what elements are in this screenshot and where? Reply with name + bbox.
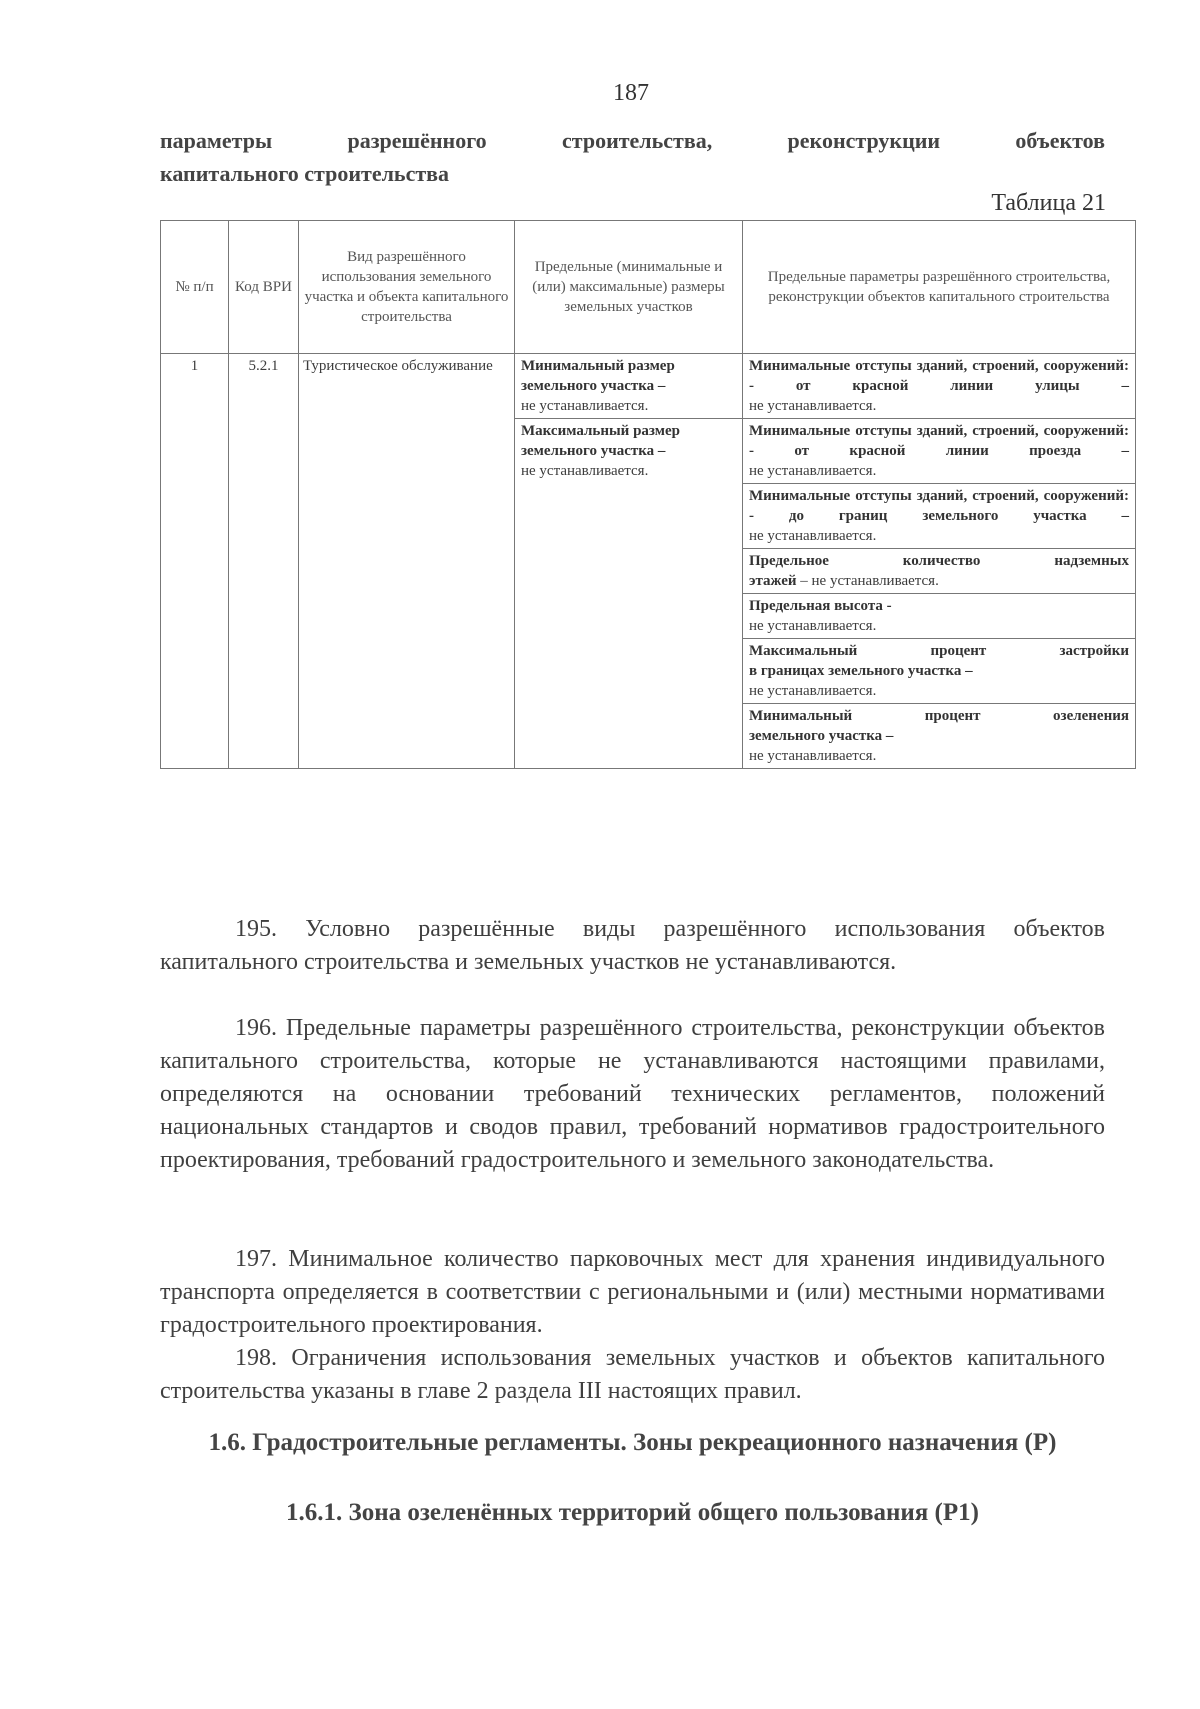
- subsection-title: 1.6.1. Зона озеленённых территорий общего пользования (Р1): [286, 1499, 979, 1526]
- param-label-2: земельного участка –: [749, 728, 894, 744]
- param-value: – не устанавливается.: [796, 573, 939, 589]
- param-item: [743, 594, 1135, 639]
- param-item: [743, 549, 1135, 594]
- param-item: [743, 639, 1135, 704]
- cell-kind: Туристическое обслуживание: [299, 354, 515, 769]
- heading-line-2: капитального строительства: [160, 161, 450, 186]
- header-num: № п/п: [161, 221, 229, 354]
- table-row: [161, 354, 1136, 769]
- paragraph-196: [160, 1012, 1105, 1177]
- size-value: не устанавливается.: [521, 398, 649, 414]
- param-label: Минимальные отступы зданий, строений, сооружений:: [749, 358, 1129, 374]
- paragraph-text: 198. Ограничения использования земельных участков и объектов капитального строительства указаны в главе 2 раздела III настоящих правил.: [160, 1345, 1105, 1404]
- param-label: Предельное количество надземных: [749, 553, 1129, 569]
- paragraph-text: 195. Условно разрешённые виды разрешённого использования объектов капитального строительства и земельных участков не устанавливаются.: [160, 916, 1105, 975]
- paragraph-197: [160, 1243, 1105, 1342]
- size-item: [515, 354, 742, 419]
- table-label: Таблица 21: [991, 190, 1106, 216]
- section-title: 1.6. Градостроительные регламенты. Зоны рекреационного назначения (Р): [208, 1429, 1057, 1456]
- header-kind: Вид разрешённого использования земельного участка и объекта капитального строительства: [299, 221, 515, 354]
- param-item: [743, 704, 1135, 768]
- paragraph-195: [160, 913, 1105, 979]
- parameters-table: [160, 220, 1136, 769]
- cell-sizes: [515, 354, 743, 769]
- param-label-2: этажей: [749, 573, 797, 589]
- param-item: [743, 354, 1135, 419]
- param-item: [743, 484, 1135, 549]
- param-value: не устанавливается.: [749, 683, 877, 699]
- paragraph-text: 196. Предельные параметры разрешённого строительства, реконструкции объектов капитального строительства, которые не устанавливаются настоящими правилами, определяются на основании требований технических регламентов, положений национальных стандартов и сводов правил, требований нормативов градостроительного проектирования, требований градостроительного и земельного законодательства.: [160, 1015, 1105, 1173]
- heading-continuation: [160, 124, 1105, 190]
- header-sizes: Предельные (минимальные и (или) максимальные) размеры земельных участков: [515, 221, 743, 354]
- param-value: не устанавливается.: [749, 528, 877, 544]
- cell-code: 5.2.1: [229, 354, 299, 769]
- param-label: Минимальные отступы зданий, строений, сооружений:: [749, 488, 1129, 504]
- param-label: Минимальные отступы зданий, строений, сооружений:: [749, 423, 1129, 439]
- param-label-2: - от красной линии проезда –: [749, 443, 1129, 459]
- param-label: Предельная высота -: [749, 598, 892, 614]
- param-value: не устанавливается.: [749, 618, 877, 634]
- param-value: не устанавливается.: [749, 463, 877, 479]
- page-number: 187: [613, 80, 649, 106]
- header-code: Код ВРИ: [229, 221, 299, 354]
- param-value: не устанавливается.: [749, 398, 877, 414]
- param-label-2: в границах земельного участка –: [749, 663, 973, 679]
- param-value: не устанавливается.: [749, 748, 877, 764]
- cell-num: 1: [161, 354, 229, 769]
- param-label-2: - до границ земельного участка –: [749, 508, 1129, 524]
- paragraph-text: 197. Минимальное количество парковочных мест для хранения индивидуального транспорта определяется в соответствии с региональными и (или) местными нормативами градостроительного проектирования.: [160, 1246, 1105, 1338]
- header-params: Предельные параметры разрешённого строительства, реконструкции объектов капитального строительства: [743, 221, 1136, 354]
- param-label-2: - от красной линии улицы –: [749, 378, 1129, 394]
- size-item: [515, 419, 742, 483]
- param-item: [743, 419, 1135, 484]
- size-label: Минимальный размер земельного участка –: [521, 358, 675, 394]
- param-label: Минимальный процент озеленения: [749, 708, 1129, 724]
- paragraph-198: [160, 1342, 1105, 1408]
- size-value: не устанавливается.: [521, 463, 649, 479]
- heading-line-1: параметры разрешённого строительства, реконструкции объектов: [160, 128, 1105, 153]
- param-label: Максимальный процент застройки: [749, 643, 1129, 659]
- size-label: Максимальный размер земельного участка –: [521, 423, 680, 459]
- table-header-row: [161, 221, 1136, 354]
- cell-params: [743, 354, 1136, 769]
